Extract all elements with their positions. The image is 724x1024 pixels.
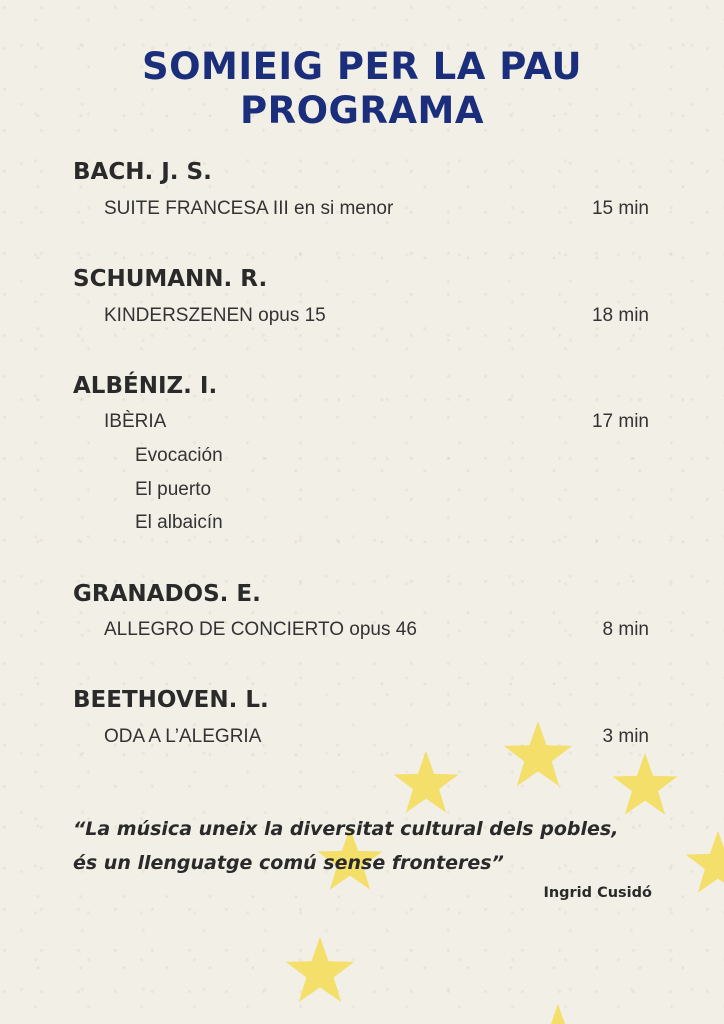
quote-line: és un llenguatge comú sense fronteres” <box>73 852 504 874</box>
star-icon <box>504 721 572 786</box>
page-subtitle: PROGRAMA <box>239 89 484 132</box>
work-duration: 18 min <box>591 305 649 326</box>
work-title: KINDERSZENEN opus 15 <box>104 305 326 326</box>
composer-name: BEETHOVEN. L. <box>73 687 269 713</box>
work-duration: 17 min <box>591 411 649 432</box>
composer-name: GRANADOS. E. <box>73 581 261 607</box>
work-title: ODA A L’ALEGRIA <box>104 726 262 747</box>
work-duration: 15 min <box>591 198 649 219</box>
page-title: SOMIEIG PER LA PAU <box>141 45 583 88</box>
movement-item: Evocación <box>135 445 223 466</box>
movement-item: El albaicín <box>135 512 223 533</box>
star-icon <box>394 751 459 813</box>
quote-line: “La música uneix la diversitat cultural dels pobles, <box>73 818 619 840</box>
movement-item: El puerto <box>135 479 212 500</box>
work-title: ALLEGRO DE CONCIERTO opus 46 <box>104 619 417 640</box>
star-icon <box>613 753 678 815</box>
star-icon <box>524 1004 592 1024</box>
composer-name: SCHUMANN. R. <box>73 266 268 292</box>
work-title: SUITE FRANCESA III en si menor <box>104 198 394 219</box>
star-icon <box>286 937 354 1002</box>
star-icon <box>686 831 724 893</box>
work-title: IBÈRIA <box>104 411 167 432</box>
composer-name: ALBÉNIZ. I. <box>73 373 218 399</box>
quote-author: Ingrid Cusidó <box>543 885 652 901</box>
work-duration: 3 min <box>602 726 649 747</box>
composer-name: BACH. J. S. <box>73 159 212 185</box>
work-duration: 8 min <box>602 619 649 640</box>
